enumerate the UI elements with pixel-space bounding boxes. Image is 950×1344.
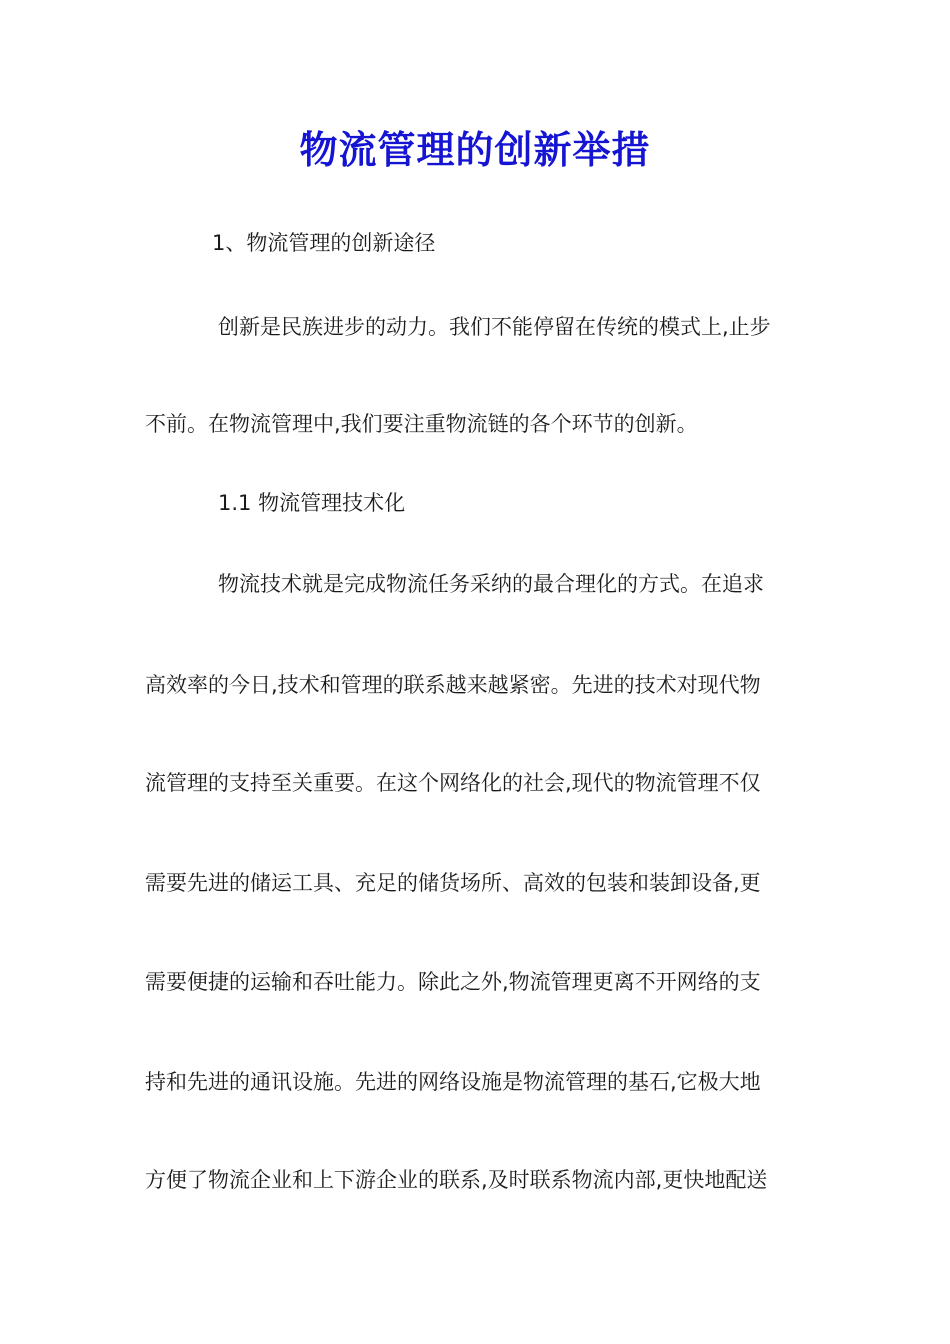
paragraph-line: 创新是民族进步的动力。我们不能停留在传统的模式上,止步 <box>218 315 771 339</box>
paragraph-line: 需要先进的储运工具、充足的储货场所、高效的包装和装卸设备,更 <box>145 871 761 895</box>
paragraph-line: 高效率的今日,技术和管理的联系越来越紧密。先进的技术对现代物 <box>145 673 761 697</box>
paragraph-line: 不前。在物流管理中,我们要注重物流链的各个环节的创新。 <box>145 412 698 436</box>
section-heading: 1、物流管理的创新途径 <box>212 231 436 255</box>
paragraph-line: 流管理的支持至关重要。在这个网络化的社会,现代的物流管理不仅 <box>145 771 761 795</box>
paragraph-line: 持和先进的通讯设施。先进的网络设施是物流管理的基石,它极大地 <box>145 1070 761 1094</box>
subsection-heading: 1.1 物流管理技术化 <box>218 491 406 515</box>
paragraph-line: 物流技术就是完成物流任务采纳的最合理化的方式。在追求 <box>218 572 764 596</box>
document-title: 物流管理的创新举措 <box>299 127 651 172</box>
paragraph-line: 需要便捷的运输和吞吐能力。除此之外,物流管理更离不开网络的支 <box>145 970 761 994</box>
paragraph-line: 方便了物流企业和上下游企业的联系,及时联系物流内部,更快地配送 <box>145 1168 768 1192</box>
